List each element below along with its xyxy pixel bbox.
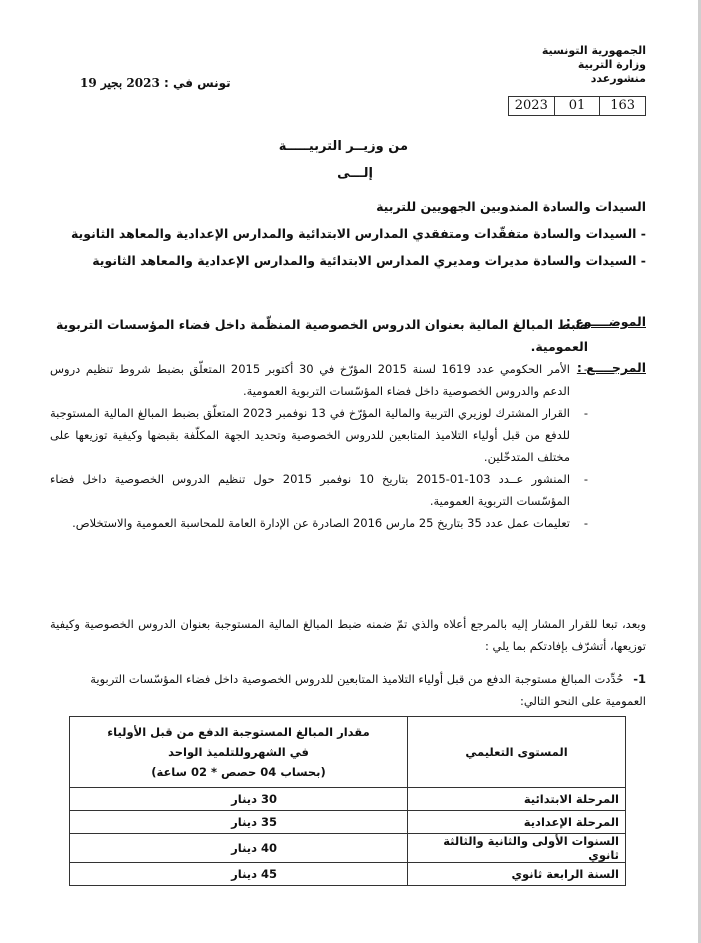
- circular-number-box: [508, 96, 646, 116]
- table-row: [70, 834, 626, 863]
- reference-label: المرجــــع :: [576, 360, 646, 375]
- addressee-2: - السيدات والسادة متفقّدات ومتفقدي المدارس الابتدائية والمدارس الإعدادية والمعاهد الثانوية: [70, 226, 646, 241]
- table-row: [70, 811, 626, 834]
- table-header-row: [70, 717, 626, 788]
- row-level: السنوات الأولى والثانية والثالثة ثانوي: [408, 834, 626, 863]
- row-level: السنة الرابعة ثانوي: [408, 863, 626, 886]
- circular-label: منشورعدد: [590, 72, 646, 85]
- table-row: [70, 788, 626, 811]
- city-label: تونس في :: [163, 76, 231, 90]
- row-level: المرحلة الإعدادية: [408, 811, 626, 834]
- intro-paragraph: وبعد، تبعا للقرار المشار إليه بالمرجع أعلاه والذي تمّ ضمنه ضبط المبالغ المالية المستوجبة بعنوان الدروس الخصوصية وكيفية توزيعها، أتشرّف بإفادتكم بما يلي :: [50, 617, 646, 653]
- to-line: إلـــى: [337, 166, 373, 181]
- row-level: المرحلة الابتدائية: [408, 788, 626, 811]
- subject-label: الموضــــوع :: [565, 314, 646, 329]
- table-row: [70, 863, 626, 886]
- header-amount-line-1: مقدار المبالغ المستوجبة الدفع من قبل الأولياء: [107, 725, 370, 739]
- reference-list: [50, 358, 588, 534]
- point-1: [50, 668, 646, 712]
- subject-text: [48, 314, 588, 358]
- republic-name: الجمهورية التونسية: [541, 44, 646, 57]
- reference-item: - الأمر الحكومي عدد 1619 لسنة 2015 المؤرّخ في 30 أكتوبر 2015 المتعلّق بضبط شروط تنظيم دروس الدعم والدروس الخصوصية داخل فضاء المؤسّسات التربوية العمومية.: [50, 358, 588, 402]
- subject-line-2: العمومية.: [530, 339, 588, 354]
- reference-item: - القرار المشترك لوزيري التربية والمالية المؤرّخ في 13 نوفمبر 2023 المتعلّق بضبط المبالغ المالية المستوجبة للدفع من قبل أولياء التلاميذ المتابعين للدروس الخصوصية وتحديد الجهة المكلّفة بقبضها وكيفية توزيعها على مختلف المتدخّلين.: [50, 402, 588, 468]
- addressee-3: - السيدات والسادة مديرات ومديري المدارس الابتدائية والمدارس الإعدادية والمعاهد الثانوية: [92, 253, 646, 268]
- header-amount: [70, 717, 408, 788]
- header-level: المستوى التعليمي: [408, 717, 626, 788]
- letterhead: [526, 44, 646, 86]
- reference-item: - تعليمات عمل عدد 35 بتاريخ 25 مارس 2016 الصادرة عن الإدارة العامة للمحاسبة العمومية والاستخلاص.: [50, 512, 588, 534]
- reference-item: - المنشور عــدد 103-01-2015 بتاريخ 10 نوفمبر 2015 حول تنظيم الدروس الخصوصية داخل فضاء المؤسّسات التربوية العمومية.: [50, 468, 588, 512]
- row-amount: 40 دينار: [70, 834, 408, 863]
- ministry-name: وزارة التربية: [577, 58, 646, 71]
- header-amount-line-2: في الشهروللتلميذ الواحد: [168, 745, 309, 759]
- circular-number-year: 2023: [514, 98, 548, 113]
- row-amount: 30 دينار: [70, 788, 408, 811]
- row-amount: 35 دينار: [70, 811, 408, 834]
- row-amount: 45 دينار: [70, 863, 408, 886]
- date-line: [80, 76, 231, 90]
- subject-line-1: ضبط المبالغ المالية بعنوان الدروس الخصوصية المنظّمة داخل فضاء المؤسسات التربوية: [55, 317, 588, 332]
- point-1-text: حُدِّدت المبالغ مستوجبة الدفع من قبل أولياء التلاميذ المتابعين للدروس الخصوصية داخل فضاء المؤسّسات التربوية العمومية على النحو التالي:: [90, 672, 646, 708]
- handwritten-date: 2023 بجير 19: [80, 76, 160, 90]
- point-1-number: 1-: [633, 672, 646, 686]
- addressee-1: السيدات والسادة المندوبين الجهويين للتربية: [376, 199, 646, 214]
- from-line: من وزيــر التربيـــــة: [278, 139, 408, 154]
- header-amount-line-3: (بحساب 04 حصص * 02 ساعة): [151, 765, 326, 779]
- circular-number-code: 01: [554, 97, 600, 115]
- fees-table: [69, 716, 626, 886]
- circular-number-seq: 163: [599, 97, 645, 115]
